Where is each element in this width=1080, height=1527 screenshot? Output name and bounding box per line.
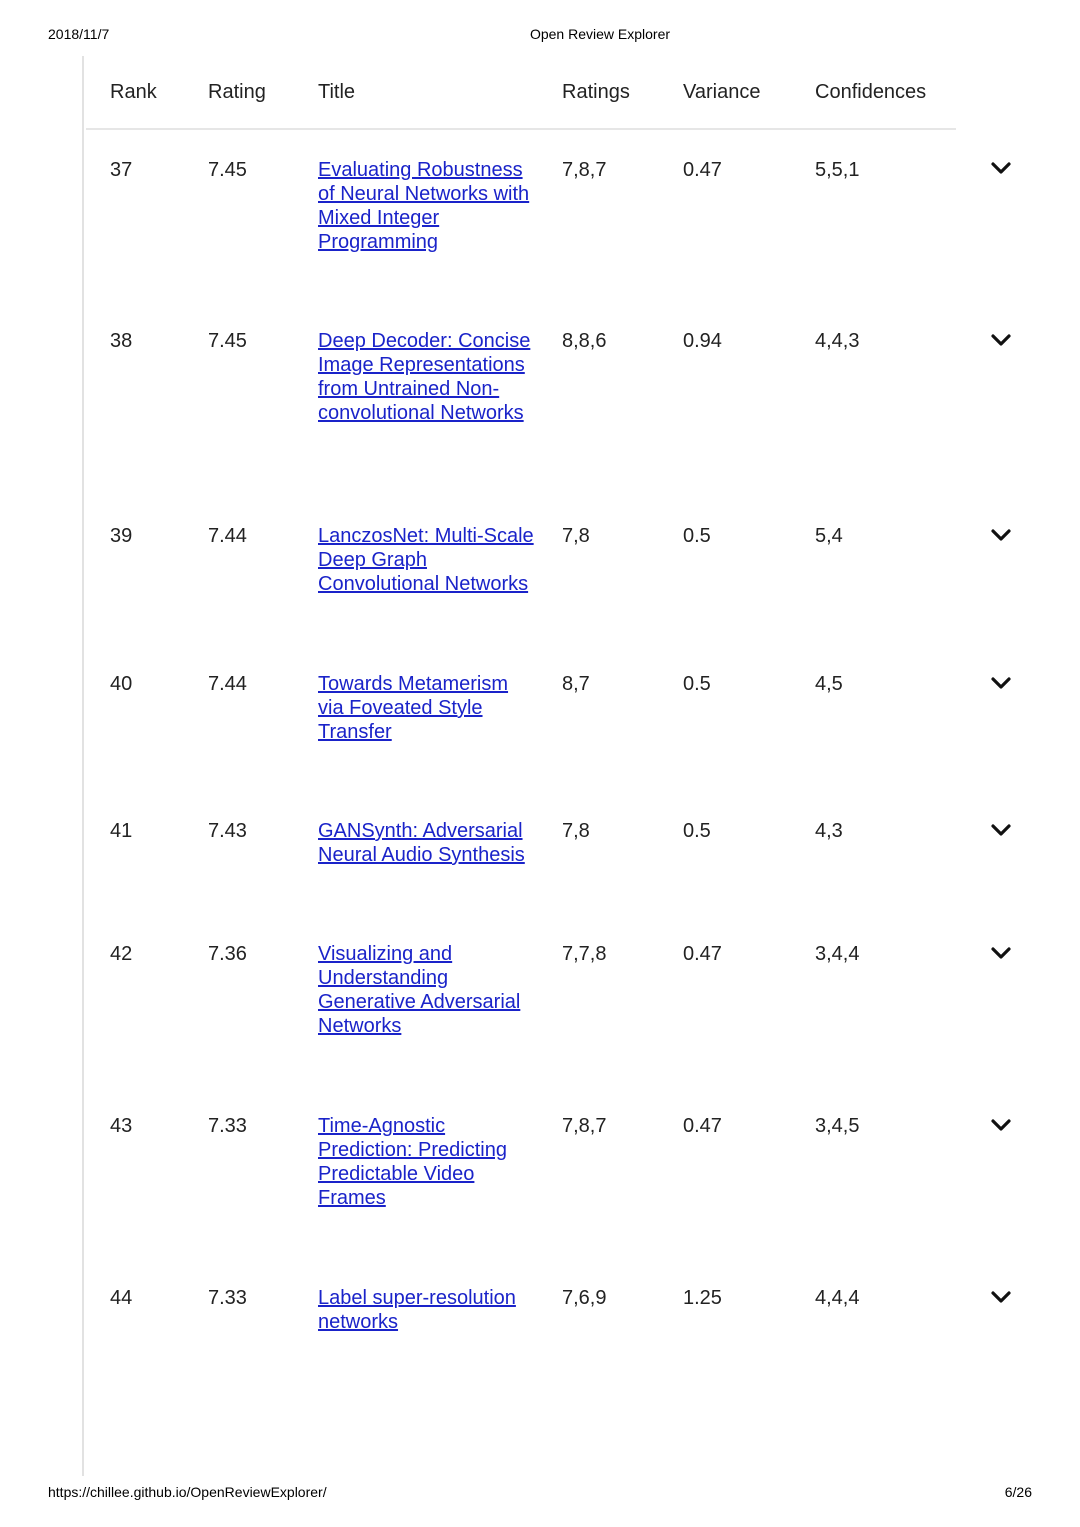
confidences-cell: 4,3 bbox=[815, 820, 843, 842]
expand-cell bbox=[956, 496, 1046, 644]
paper-title-link[interactable]: Evaluating Robustness of Neural Networks with Mixed Integer Programming bbox=[318, 159, 530, 253]
confidences-cell: 5,5,1 bbox=[815, 159, 860, 181]
rating-cell: 7.36 bbox=[208, 943, 247, 965]
rating-cell: 7.43 bbox=[208, 820, 247, 842]
title-cell bbox=[294, 791, 538, 914]
expand-cell bbox=[956, 129, 1046, 301]
variance-cell: 0.5 bbox=[683, 525, 711, 547]
confidences-cell: 3,4,4 bbox=[815, 943, 860, 965]
paper-title-link[interactable]: LanczosNet: Multi-Scale Deep Graph Convolutional Networks bbox=[318, 525, 534, 595]
title-cell bbox=[294, 914, 538, 1086]
rating-cell: 7.33 bbox=[208, 1115, 247, 1137]
column-header-rating[interactable]: Rating bbox=[184, 56, 294, 129]
ratings-cell: 7,8 bbox=[562, 525, 590, 547]
paper-title-link[interactable]: Deep Decoder: Concise Image Representations from Untrained Non-convolutional Networks bbox=[318, 330, 531, 424]
expand-cell bbox=[956, 301, 1046, 496]
chevron-down-icon[interactable] bbox=[991, 672, 1011, 696]
table-row bbox=[86, 496, 1046, 644]
table-row bbox=[86, 1086, 1046, 1258]
variance-cell: 1.25 bbox=[683, 1287, 722, 1309]
confidences-cell: 3,4,5 bbox=[815, 1115, 860, 1137]
table-row bbox=[86, 644, 1046, 791]
confidences-cell: 5,4 bbox=[815, 525, 843, 547]
ranking-table-container bbox=[86, 56, 1046, 1378]
chevron-down-icon[interactable] bbox=[991, 1114, 1011, 1138]
variance-cell: 0.94 bbox=[683, 330, 722, 352]
chevron-down-icon[interactable] bbox=[991, 524, 1011, 548]
title-cell bbox=[294, 129, 538, 301]
rating-cell: 7.45 bbox=[208, 159, 247, 181]
column-header-expand bbox=[956, 56, 1046, 129]
title-cell bbox=[294, 1258, 538, 1378]
print-header bbox=[0, 26, 1080, 44]
chevron-down-icon[interactable] bbox=[991, 942, 1011, 966]
title-cell bbox=[294, 301, 538, 496]
paper-title-link[interactable]: Towards Metamerism via Foveated Style Transfer bbox=[318, 673, 509, 743]
column-header-rank[interactable]: Rank bbox=[86, 56, 184, 129]
title-cell bbox=[294, 1086, 538, 1258]
rank-cell: 42 bbox=[110, 943, 133, 965]
chevron-down-icon[interactable] bbox=[991, 819, 1011, 843]
table-row bbox=[86, 1258, 1046, 1378]
expand-cell bbox=[956, 1086, 1046, 1258]
page-number: 6/26 bbox=[1004, 1484, 1032, 1500]
ratings-cell: 7,7,8 bbox=[562, 943, 607, 965]
rank-cell: 44 bbox=[110, 1287, 133, 1309]
rank-cell: 37 bbox=[110, 159, 133, 181]
ratings-cell: 7,6,9 bbox=[562, 1287, 607, 1309]
column-header-confidences[interactable]: Confidences bbox=[791, 56, 956, 129]
rank-cell: 41 bbox=[110, 820, 133, 842]
paper-title-link[interactable]: Visualizing and Understanding Generative Adversarial Networks bbox=[318, 943, 521, 1037]
ratings-cell: 7,8,7 bbox=[562, 159, 607, 181]
chevron-down-icon[interactable] bbox=[991, 329, 1011, 353]
rank-cell: 39 bbox=[110, 525, 133, 547]
page-url: https://chillee.github.io/OpenReviewExplorer/ bbox=[48, 1484, 327, 1500]
variance-cell: 0.47 bbox=[683, 1115, 722, 1137]
table-row bbox=[86, 129, 1046, 301]
left-border-rule bbox=[82, 56, 84, 1476]
rank-cell: 38 bbox=[110, 330, 133, 352]
table-header-row bbox=[86, 56, 1046, 129]
confidences-cell: 4,4,3 bbox=[815, 330, 860, 352]
variance-cell: 0.5 bbox=[683, 820, 711, 842]
column-header-title[interactable]: Title bbox=[294, 56, 538, 129]
paper-title-link[interactable]: Label super-resolution networks bbox=[318, 1287, 516, 1333]
title-cell bbox=[294, 644, 538, 791]
rank-cell: 40 bbox=[110, 673, 133, 695]
rating-cell: 7.45 bbox=[208, 330, 247, 352]
variance-cell: 0.5 bbox=[683, 673, 711, 695]
table-row bbox=[86, 914, 1046, 1086]
rating-cell: 7.33 bbox=[208, 1287, 247, 1309]
paper-title-link[interactable]: Time-Agnostic Prediction: Predicting Predictable Video Frames bbox=[318, 1115, 507, 1209]
rating-cell: 7.44 bbox=[208, 525, 247, 547]
column-header-variance[interactable]: Variance bbox=[659, 56, 791, 129]
variance-cell: 0.47 bbox=[683, 943, 722, 965]
print-footer bbox=[0, 1484, 1080, 1502]
column-header-ratings[interactable]: Ratings bbox=[538, 56, 659, 129]
table-row bbox=[86, 791, 1046, 914]
expand-cell bbox=[956, 1258, 1046, 1378]
print-date: 2018/11/7 bbox=[48, 26, 110, 42]
ranking-table bbox=[86, 56, 1046, 1378]
confidences-cell: 4,4,4 bbox=[815, 1287, 860, 1309]
table-row bbox=[86, 301, 1046, 496]
chevron-down-icon[interactable] bbox=[991, 1286, 1011, 1310]
ratings-cell: 8,7 bbox=[562, 673, 590, 695]
confidences-cell: 4,5 bbox=[815, 673, 843, 695]
expand-cell bbox=[956, 791, 1046, 914]
variance-cell: 0.47 bbox=[683, 159, 722, 181]
ratings-cell: 8,8,6 bbox=[562, 330, 607, 352]
title-cell bbox=[294, 496, 538, 644]
paper-title-link[interactable]: GANSynth: Adversarial Neural Audio Synthesis bbox=[318, 820, 525, 866]
print-title: Open Review Explorer bbox=[529, 26, 671, 42]
chevron-down-icon[interactable] bbox=[991, 157, 1011, 181]
expand-cell bbox=[956, 914, 1046, 1086]
rank-cell: 43 bbox=[110, 1115, 133, 1137]
ratings-cell: 7,8,7 bbox=[562, 1115, 607, 1137]
ratings-cell: 7,8 bbox=[562, 820, 590, 842]
expand-cell bbox=[956, 644, 1046, 791]
rating-cell: 7.44 bbox=[208, 673, 247, 695]
